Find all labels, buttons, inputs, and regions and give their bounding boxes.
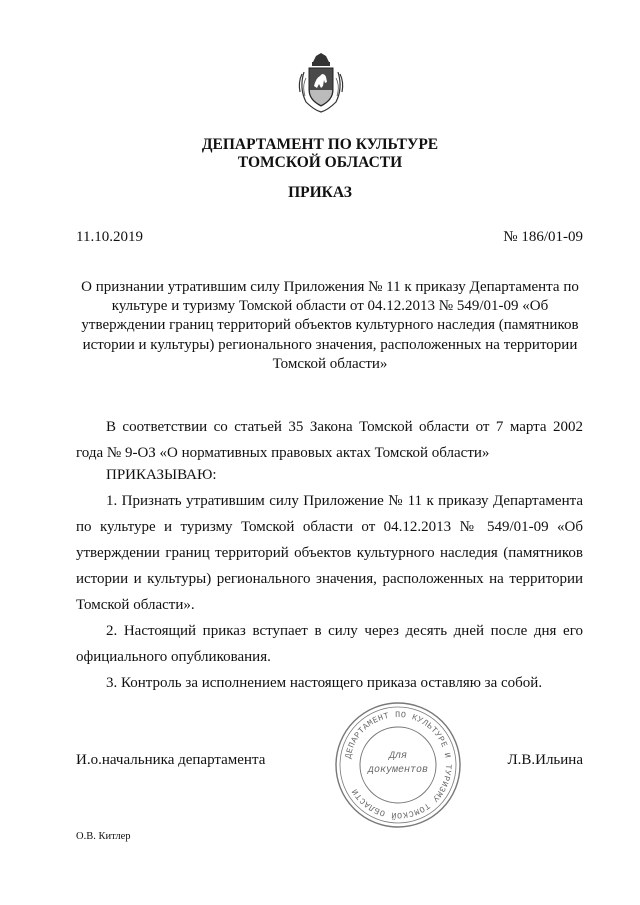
executor-name: О.В. Китлер bbox=[76, 831, 131, 842]
body-item-2: 2. Настоящий приказ вступает в силу через десять дней после дня его официального опубликования. bbox=[76, 623, 583, 665]
stamp-ring-text: ДЕПАРТАМЕНТ ПО КУЛЬТУРЕ И ТУРИЗМУ ТОМСКОЙ ОБЛАСТИ bbox=[343, 709, 454, 821]
stamp-center-line2: документов bbox=[367, 765, 429, 776]
stamp-center-line1: Для bbox=[388, 751, 408, 762]
document-type: ПРИКАЗ bbox=[288, 184, 352, 201]
body-command: ПРИКАЗЫВАЮ: bbox=[106, 467, 217, 483]
department-name-line2: ТОМСКОЙ ОБЛАСТИ bbox=[237, 154, 403, 171]
department-name-line1: ДЕПАРТАМЕНТ ПО КУЛЬТУРЕ bbox=[201, 136, 439, 153]
signer-title: И.о.начальника департамента bbox=[76, 752, 266, 768]
body-item-1: 1. Признать утратившим силу Приложение № 11 к приказу Департамента по культуре и туризму Томской области от 04.12.2013 № 549/01-09 «Об утверждении границ территорий объектов культурного наследия (памятников истории и культуры) регионального значения, расположенных на территории Томской области». bbox=[76, 493, 583, 613]
body-item-3: 3. Контроль за исполнением настоящего приказа оставляю за собой. bbox=[106, 675, 543, 691]
official-stamp bbox=[333, 700, 463, 830]
order-subject: О признании утратившим силу Приложения № 11 к приказу Департамента по культуре и туризму Томской области от 04.12.2013 № 549/01-09 «Об утверждении границ территорий объектов культурного наследия (памятников истории и культуры) регионального значения, расположенных на территории Томской области» bbox=[81, 279, 579, 372]
order-number: № 186/01-09 bbox=[503, 229, 583, 245]
signer-name: Л.В.Ильина bbox=[507, 752, 583, 768]
coat-of-arms-icon bbox=[296, 52, 346, 114]
order-date: 11.10.2019 bbox=[76, 229, 143, 245]
body-intro: В соответствии со статьей 35 Закона Томской области от 7 марта 2002 года № 9-ОЗ «О нормативных правовых актах Томской области» bbox=[76, 419, 583, 461]
